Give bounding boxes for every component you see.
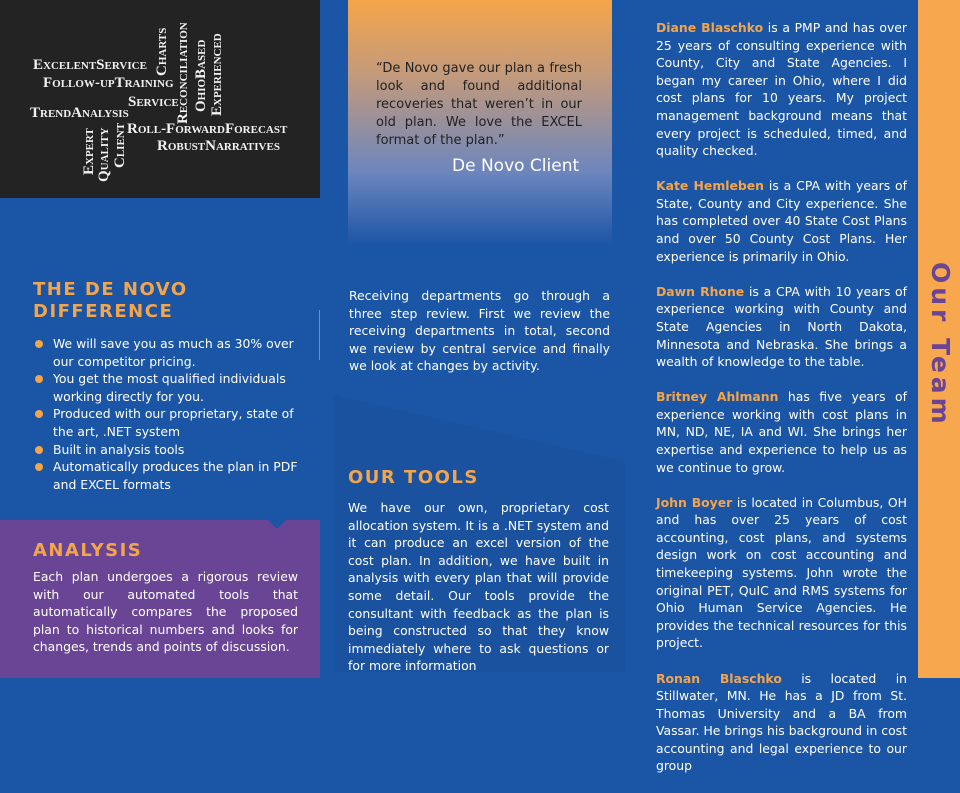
member-bio: is a CPA with 10 years of experience working with County and State Agencies in North Dakota, Minnesota and Nebraska. She brings a wealth of knowledge to the table. [656, 283, 908, 370]
word: Quality [96, 127, 112, 182]
word-cloud [0, 0, 320, 198]
member-name: Kate Hemleben [656, 178, 764, 194]
divider [319, 310, 320, 360]
analysis-section [0, 520, 320, 678]
review-text: Receiving departments go through a three step review. First we review the receiving departments in total, second we review by central service and finally we look at changes by activity. [349, 288, 610, 374]
team-member [656, 283, 907, 371]
member-bio: is located in Stillwater, MN. He has a JD from St. Thomas University and a BA from Vassar. He brings his background in cost accounting and legal experience to our group [656, 670, 907, 774]
list-item: Produced with our proprietary, state of the art, .NET system [33, 405, 303, 440]
list-item: Automatically produces the plan in PDF and EXCEL formats [33, 458, 303, 493]
difference-title: THE DE NOVO DIFFERENCE [33, 279, 188, 322]
list-item: We will save you as much as 30% over our competitor pricing. [33, 335, 303, 370]
word: OhioBased [193, 39, 209, 112]
list-item: Built in analysis tools [33, 441, 303, 459]
member-bio: has five years of experience working with cost plans in MN, ND, NE, IA and WI. She brings her expertise and experience to help us as we continue to grow. [656, 389, 907, 475]
member-name: Ronan Blaschko [656, 670, 782, 686]
word: Roll-ForwardForecast [127, 121, 288, 137]
team-member [656, 670, 907, 776]
analysis-text: Each plan undergoes a rigorous review with our automated tools that automatically compares the proposed plan to historical numbers and looks for changes, trends and points of discussion. [33, 569, 298, 655]
word: TrendAnalysis [30, 105, 129, 121]
member-name: Diane Blaschko [656, 20, 764, 35]
analysis-title: ANALYSIS [33, 540, 143, 561]
team-member [656, 388, 907, 476]
member-name: Britney Ahlmann [656, 389, 779, 405]
tools-section [348, 467, 609, 675]
word: Experienced [209, 33, 225, 116]
testimonial-quote: “De Novo gave our plan a fresh look and found additional recoveries that weren’t in our old plan. We love the EXCEL format of the plan.” [376, 61, 582, 148]
tools-text: We have our own, proprietary cost allocation system. It is a .NET system and it can produce an excel version of the cost plan. In addition, we have built in analysis with every plan that will provide some detail. Our tools provide the consultant with feedback as the plan is being constructed so that they know immediately where to ask questions or for more information [348, 500, 609, 674]
team-member [656, 494, 907, 652]
team-member [656, 19, 907, 160]
word: Expert [81, 128, 97, 175]
member-name: John Boyer [656, 494, 733, 510]
difference-section [33, 279, 303, 493]
member-bio: is a CPA with years of State, County and City experience. She has completed over 40 State Cost Plans and over 50 County Cost Plans. Her experience is primarily in Ohio. [656, 178, 907, 264]
team-list [656, 19, 907, 793]
word: ExcelentService [33, 57, 147, 73]
word: RobustNarratives [157, 138, 280, 154]
member-bio: is a PMP and has over 25 years of consulting experience with County, City and State Agencies. I began my career in Ohio, where I did cost plans for 10 years. My project management background means that every project is scheduled, timed, and quality checked. [656, 20, 907, 159]
team-member [656, 177, 907, 265]
word: Charts [154, 27, 170, 76]
team-title: Our Team [926, 262, 955, 428]
testimonial-attribution: De Novo Client [452, 156, 580, 176]
member-name: Dawn Rhone [656, 283, 745, 299]
word: Follow-upTraining [43, 75, 174, 91]
difference-list [33, 335, 303, 493]
word: Service [128, 94, 179, 110]
tools-title: OUR TOOLS [348, 467, 479, 488]
member-bio: is located in Columbus, OH and has over 25 years of cost accounting, cost plans, and systems design work on cost accounting and timekeeping systems. John wrote the original PET, QuIC and RMS systems for Ohio Human Service Agencies. He provides the technical resources for this project. [656, 494, 907, 651]
list-item: You get the most qualified individuals working directly for you. [33, 370, 303, 405]
notch-decoration [268, 520, 286, 529]
word: Reconciliation [175, 22, 191, 124]
word: Client [112, 122, 128, 168]
